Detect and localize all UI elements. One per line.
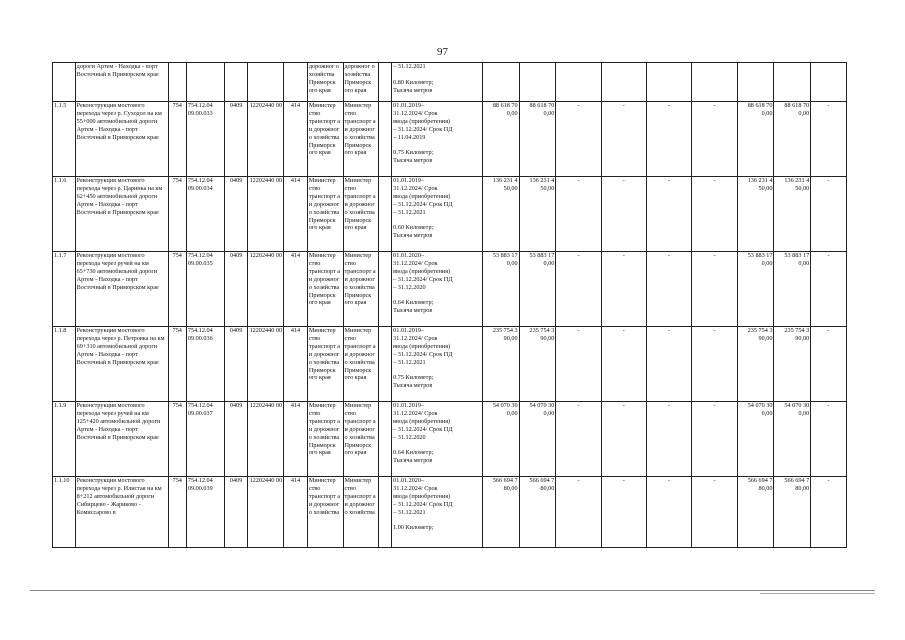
cell-ministry-1: Министер ство транспорт а и дорожног о хозяйства Приморск ого края xyxy=(307,402,343,477)
cell-last-a: 235 754 3 90,00 xyxy=(737,327,774,402)
schedule-line: Тысяча метров xyxy=(393,382,433,390)
schedule-line: Тысяча метров xyxy=(393,307,433,315)
cell-year-2: - xyxy=(601,177,646,252)
schedule-line: – 31.12.2024/ Срок ПД xyxy=(393,275,453,283)
schedule-line: – 11.04.2019 xyxy=(393,133,426,141)
schedule-line: 0.75 Километр; xyxy=(393,374,434,382)
schedule-line: – 31.12.2021 xyxy=(393,208,426,216)
schedule-line xyxy=(393,292,481,300)
cell-year-4: - xyxy=(692,102,737,177)
cell-grbs: 754 xyxy=(168,402,186,477)
schedule-line: – 31.12.2024/ Срок ПД xyxy=(393,125,453,133)
cell-grbs: 754 xyxy=(168,252,186,327)
cell-object-name: Реконструкция мостового перехода через р. Царинка на км 62+450 автомобильной дороги Артем - Находка - порт Восточный в Приморском крае xyxy=(75,177,168,252)
program-table-body xyxy=(53,63,847,548)
cell-schedule xyxy=(392,252,483,327)
cell-year-3: - xyxy=(647,327,692,402)
schedule-line: – 31.12.2020 xyxy=(393,433,426,441)
cell-last-a: 54 070 30 0,00 xyxy=(737,402,774,477)
schedule-line: 0.80 Километр; xyxy=(393,78,434,86)
cell-last-b: 566 694 7 80,00 xyxy=(774,477,811,548)
schedule-line: Тысяча метров xyxy=(393,157,433,165)
cell-num: 1.1.8 xyxy=(53,327,76,402)
schedule-line: Тысяча метров xyxy=(393,232,433,240)
cell-year-3: - xyxy=(647,477,692,548)
cell-object-name: Реконструкция мостового перехода через р. Суходол на км 55+000 автомобильной дороги Артем - Находка - порт Восточный в Приморском крае xyxy=(75,102,168,177)
table-row xyxy=(53,177,847,252)
cell-object-name: Реконструкция мостового перехода через ручей на км 125+420 автомобильной дороги Артем - Находка - порт Восточный в Приморском крае xyxy=(75,402,168,477)
schedule-line: 01.01.2020– xyxy=(393,477,425,484)
cell-schedule xyxy=(392,102,483,177)
schedule-line: 31.12.2024/ Срок xyxy=(393,409,438,417)
cell-rzpr: 0409 xyxy=(224,402,248,477)
cell-total-b: 235 754 3 90,00 xyxy=(519,327,556,402)
cell-empty xyxy=(379,252,392,327)
cell-vr: 414 xyxy=(284,102,308,177)
cell-ministry-2: Министер ство транспорт а и дорожног о хозяйства Приморск ого края xyxy=(343,252,379,327)
cell-year-1: - xyxy=(556,402,601,477)
cell-year-2: - xyxy=(601,477,646,548)
cell-year-2: - xyxy=(601,252,646,327)
cell-rzpr: 0409 xyxy=(224,477,248,548)
cell-year-3: - xyxy=(647,252,692,327)
schedule-line: – 31.12.2024/ Срок ПД xyxy=(393,500,453,508)
program-table xyxy=(52,62,847,548)
cell-rzpr: 0409 xyxy=(224,327,248,402)
schedule-line: 01.01.2019– xyxy=(393,102,425,109)
cell-year-2: - xyxy=(601,102,646,177)
cell-last-a: 88 618 70 0,00 xyxy=(737,102,774,177)
cell-num: 1.1.10 xyxy=(53,477,76,548)
schedule-line xyxy=(393,517,481,525)
cell-ministry-1: Министер ство транспорт а и дорожног о хозяйства Приморск ого края xyxy=(307,252,343,327)
cell-empty xyxy=(379,327,392,402)
cell-code: 754.12.04 09.00.035 xyxy=(186,252,224,327)
schedule-line: 31.12.2024/ Срок xyxy=(393,334,438,342)
cell-object-name: Реконструкция мостового перехода через р. Илистая на км 8+212 автомобильной дороги Сибирцево - Жариково - Комиссарово в xyxy=(75,477,168,548)
cell-total-a: 566 694 7 80,00 xyxy=(482,477,519,548)
cell-end: - xyxy=(811,402,847,477)
cell-total-a: 54 070 30 0,00 xyxy=(482,402,519,477)
schedule-line: – 31.12.2021 xyxy=(393,358,426,366)
cell-num: 1.1.5 xyxy=(53,102,76,177)
cell-ministry-2: Министер ство транспорт а и дорожног о хозяйства Приморск ого края xyxy=(343,102,379,177)
schedule-line: 31.12.2024/ Срок xyxy=(393,484,438,492)
table-row xyxy=(53,327,847,402)
table-row xyxy=(53,402,847,477)
schedule-line: Тысяча метров xyxy=(393,86,433,94)
cell-empty xyxy=(379,402,392,477)
cell-year-3: - xyxy=(647,402,692,477)
cell-vr: 414 xyxy=(284,477,308,548)
cell-ministry-1: Министер ство транспорт а и дорожног о хозяйства Приморск ого края xyxy=(307,327,343,402)
cell-year-1: - xyxy=(556,177,601,252)
cell-last-b: 136 231 4 50,00 xyxy=(774,177,811,252)
cell-schedule xyxy=(392,477,483,548)
cell-year-4: - xyxy=(692,402,737,477)
cell-code: 754.12.04 09.00.034 xyxy=(186,177,224,252)
cell-last-a: 53 883 17 0,00 xyxy=(737,252,774,327)
cell-ministry-1: Министер ство транспорт а и дорожног о хозяйства xyxy=(307,477,343,548)
cell-grbs: 754 xyxy=(168,477,186,548)
cell-total-a: 136 231 4 50,00 xyxy=(482,177,519,252)
schedule-line: – 31.12.2024/ Срок ПД xyxy=(393,350,453,358)
cell-code: 754.12.04 09.00.033 xyxy=(186,102,224,177)
cell-year-2: - xyxy=(601,327,646,402)
schedule-line: – 31.12.2020 xyxy=(393,283,426,291)
cell-year-4: - xyxy=(692,252,737,327)
cell-ministry-1: Министер ство транспорт а и дорожног о хозяйства Приморск ого края xyxy=(307,177,343,252)
schedule-line: 01.01.2019– xyxy=(393,327,425,334)
cell-year-1: - xyxy=(556,252,601,327)
cell-vr: 414 xyxy=(284,177,308,252)
schedule-line: ввода (приобретения) xyxy=(393,342,451,350)
schedule-line: 31.12.2024/ Срок xyxy=(393,259,438,267)
cell-year-3: - xyxy=(647,177,692,252)
cell-code: 754.12.04 09.00.036 xyxy=(186,327,224,402)
cell-total-b: 54 070 30 0,00 xyxy=(519,402,556,477)
cell-total-b: 53 883 17 0,00 xyxy=(519,252,556,327)
schedule-line: – 31.12.2024/ Срок ПД xyxy=(393,200,453,208)
table-row xyxy=(53,477,847,548)
cell-last-b: 54 070 30 0,00 xyxy=(774,402,811,477)
schedule-line: 0.64 Километр; xyxy=(393,299,434,307)
schedule-line: 0.64 Километр; xyxy=(393,449,434,457)
cell-year-4: - xyxy=(692,327,737,402)
cell-end: - xyxy=(811,177,847,252)
cell-vr: 414 xyxy=(284,252,308,327)
scan-edge-line xyxy=(760,593,875,594)
schedule-line: 0.60 Километр; xyxy=(393,224,434,232)
cell-schedule xyxy=(392,402,483,477)
schedule-line: 31.12.2024/ Срок xyxy=(393,184,438,192)
cell-ministry-2: Министер ство транспорт а и дорожног о хозяйства Приморск ого края xyxy=(343,402,379,477)
cell-year-1: - xyxy=(556,327,601,402)
cell-ministry-2: Министер ство транспорт а и дорожног о хозяйства Приморск ого края xyxy=(343,177,379,252)
cell-rzpr: 0409 xyxy=(224,102,248,177)
schedule-line: Тысяча метров xyxy=(393,457,433,465)
cell-csr: 12202440 00 xyxy=(248,477,284,548)
schedule-line xyxy=(393,142,481,150)
schedule-line: ввода (приобретения) xyxy=(393,417,451,425)
cell-year-4: - xyxy=(692,177,737,252)
schedule-line: – 31.12.2024/ Срок ПД xyxy=(393,425,453,433)
cell-csr: 12202440 00 xyxy=(248,177,284,252)
table-row xyxy=(53,102,847,177)
cell-object-name: дороги Артем - Находка - порт Восточный в Приморском крае xyxy=(75,63,168,102)
cell-ministry-2: Министер ство транспорт а и дорожног о хозяйства xyxy=(343,477,379,548)
cell-last-a: 136 231 4 50,00 xyxy=(737,177,774,252)
cell-object-name: Реконструкция мостового перехода через р. Петровка на км 69+310 автомобильной дороги Артем - Находка - порт Восточный в Приморском крае xyxy=(75,327,168,402)
cell-num: 1.1.6 xyxy=(53,177,76,252)
cell-end: - xyxy=(811,102,847,177)
cell-schedule xyxy=(392,327,483,402)
schedule-line: 01.01.2020– xyxy=(393,252,425,259)
cell-csr: 12202440 00 xyxy=(248,102,284,177)
cell-rzpr: 0409 xyxy=(224,252,248,327)
schedule-line: – 31.12.2021 xyxy=(393,508,426,516)
cell-year-3: - xyxy=(647,102,692,177)
cell-schedule xyxy=(392,63,483,102)
schedule-line: 31.12.2024/ Срок xyxy=(393,109,438,117)
schedule-line: 1.00 Километр; xyxy=(393,524,434,532)
schedule-line: 01.01.2019– xyxy=(393,177,425,184)
schedule-line: ввода (приобретения) xyxy=(393,117,451,125)
cell-last-a: 566 694 7 80,00 xyxy=(737,477,774,548)
schedule-line xyxy=(393,442,481,450)
cell-total-b: 136 231 4 50,00 xyxy=(519,177,556,252)
page-number: 97 xyxy=(437,46,448,58)
table-row-continuation xyxy=(53,63,847,102)
table-row xyxy=(53,252,847,327)
schedule-line: – 31.12.2021 xyxy=(393,63,426,70)
cell-code: 754.12.04 09.00.037 xyxy=(186,402,224,477)
cell-vr: 414 xyxy=(284,402,308,477)
cell-end: - xyxy=(811,477,847,548)
cell-ministry-1: дорожног о хозяйства Приморск ого края xyxy=(307,63,343,102)
schedule-line: ввода (приобретения) xyxy=(393,492,451,500)
cell-csr: 12202440 00 xyxy=(248,402,284,477)
cell-grbs: 754 xyxy=(168,327,186,402)
cell-last-b: 235 754 3 90,00 xyxy=(774,327,811,402)
schedule-line: ввода (приобретения) xyxy=(393,192,451,200)
cell-rzpr: 0409 xyxy=(224,177,248,252)
cell-csr: 12202440 00 xyxy=(248,327,284,402)
cell-grbs: 754 xyxy=(168,102,186,177)
cell-schedule xyxy=(392,177,483,252)
cell-total-a: 88 618 70 0,00 xyxy=(482,102,519,177)
cell-empty xyxy=(379,177,392,252)
cell-end: - xyxy=(811,252,847,327)
cell-object-name: Реконструкция мостового перехода через ручей на км 65+730 автомобильной дороги Артем - Находка - порт Восточный в Приморском крае xyxy=(75,252,168,327)
cell-total-b: 88 618 70 0,00 xyxy=(519,102,556,177)
cell-grbs: 754 xyxy=(168,177,186,252)
cell-ministry-2: дорожног о хозяйства Приморск ого края xyxy=(343,63,379,102)
cell-year-1: - xyxy=(556,477,601,548)
cell-ministry-2: Министер ство транспорт а и дорожног о хозяйства Приморск ого края xyxy=(343,327,379,402)
schedule-line: 01.01.2019– xyxy=(393,402,425,409)
schedule-line xyxy=(393,367,481,375)
cell-end: - xyxy=(811,327,847,402)
schedule-line: 0.75 Километр; xyxy=(393,149,434,157)
cell-total-a: 235 754 3 90,00 xyxy=(482,327,519,402)
cell-year-1: - xyxy=(556,102,601,177)
cell-last-b: 88 618 70 0,00 xyxy=(774,102,811,177)
cell-num: 1.1.9 xyxy=(53,402,76,477)
scan-edge-line xyxy=(30,590,875,591)
cell-ministry-1: Министер ство транспорт а и дорожног о хозяйства Приморск ого края xyxy=(307,102,343,177)
cell-num: 1.1.7 xyxy=(53,252,76,327)
cell-year-4: - xyxy=(692,477,737,548)
schedule-line xyxy=(393,217,481,225)
cell-code: 754.12.04 09.00.039 xyxy=(186,477,224,548)
schedule-line: ввода (приобретения) xyxy=(393,267,451,275)
cell-csr: 12202440 00 xyxy=(248,252,284,327)
cell-last-b: 53 883 17 0,00 xyxy=(774,252,811,327)
cell-num xyxy=(53,63,76,102)
cell-empty xyxy=(379,477,392,548)
cell-vr: 414 xyxy=(284,327,308,402)
cell-total-b: 566 694 7 80,00 xyxy=(519,477,556,548)
cell-empty xyxy=(379,102,392,177)
cell-year-2: - xyxy=(601,402,646,477)
cell-total-a: 53 883 17 0,00 xyxy=(482,252,519,327)
